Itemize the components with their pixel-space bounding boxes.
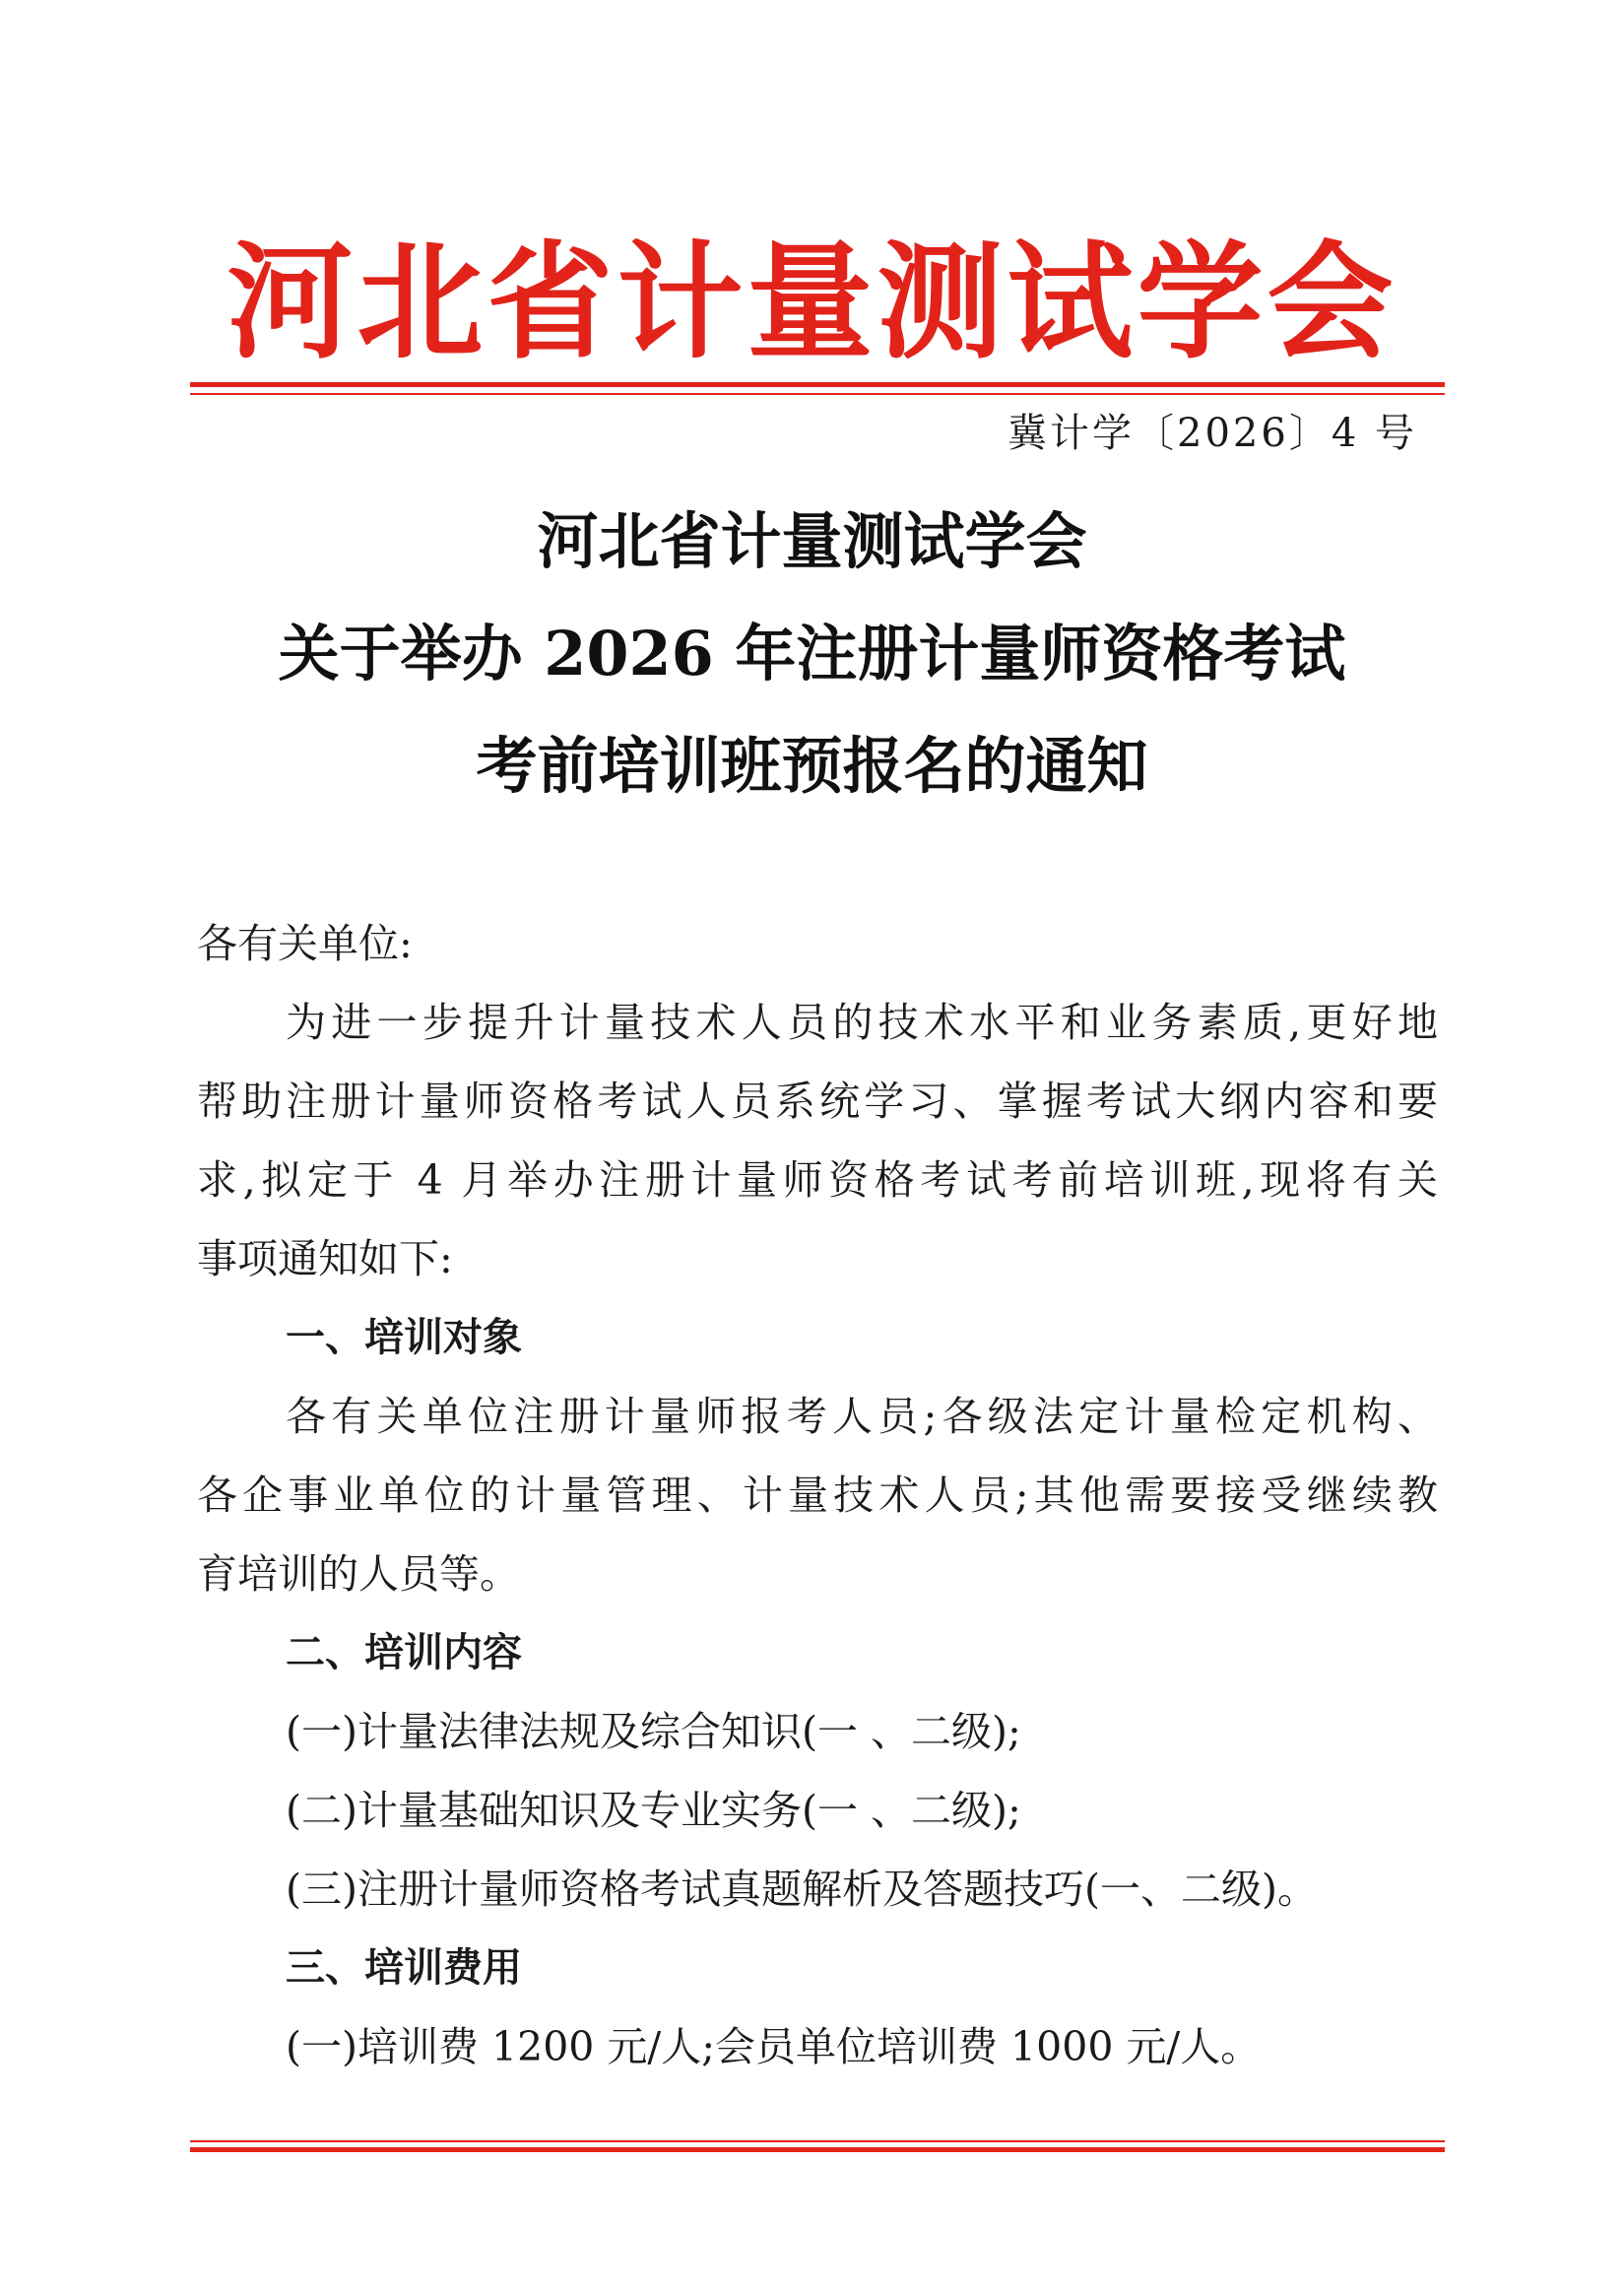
title-line-3: 考前培训班预报名的通知 — [476, 730, 1148, 802]
intro-line: 为进一步提升计量技术人员的技术水平和业务素质,更好地 — [286, 999, 1438, 1046]
section-heading: 一、培训对象 — [286, 1315, 522, 1360]
section-text-line: 育培训的人员等。 — [197, 1550, 520, 1598]
list-item: (三)注册计量师资格考试真题解析及答题技巧(一、二级)。 — [286, 1866, 1318, 1913]
list-item: (一)计量法律法规及综合知识(一 、二级); — [286, 1708, 1021, 1755]
intro-line: 事项通知如下: — [197, 1235, 453, 1282]
salutation: 各有关单位: — [197, 920, 413, 967]
section-heading: 二、培训内容 — [286, 1630, 522, 1675]
document-number: 冀计学〔2026〕4 号 — [1007, 411, 1417, 456]
intro-line: 求,拟定于 4 月举办注册计量师资格考试考前培训班,现将有关 — [197, 1156, 1438, 1204]
title-line-1: 河北省计量测试学会 — [537, 505, 1087, 577]
letterhead-rule-thin — [190, 393, 1445, 395]
intro-line: 帮助注册计量师资格考试人员系统学习、掌握考试大纲内容和要 — [197, 1078, 1438, 1125]
letterhead-org-name: 河北省计量测试学会 — [227, 229, 1397, 376]
footer-rule-thin — [190, 2140, 1445, 2142]
list-item: (二)计量基础知识及专业实务(一 、二级); — [286, 1787, 1021, 1834]
section-heading: 三、培训费用 — [286, 1945, 522, 1991]
title-line-2: 关于举办 2026 年注册计量师资格考试 — [278, 618, 1346, 689]
section-text-line: 各有关单位注册计量师报考人员;各级法定计量检定机构、 — [286, 1393, 1438, 1440]
footer-rule-thick — [190, 2147, 1445, 2152]
list-item: (一)培训费 1200 元/人;会员单位培训费 1000 元/人。 — [286, 2023, 1262, 2070]
letterhead-rule-thick — [190, 382, 1445, 387]
section-text-line: 各企事业单位的计量管理、计量技术人员;其他需要接受继续教 — [197, 1472, 1438, 1519]
